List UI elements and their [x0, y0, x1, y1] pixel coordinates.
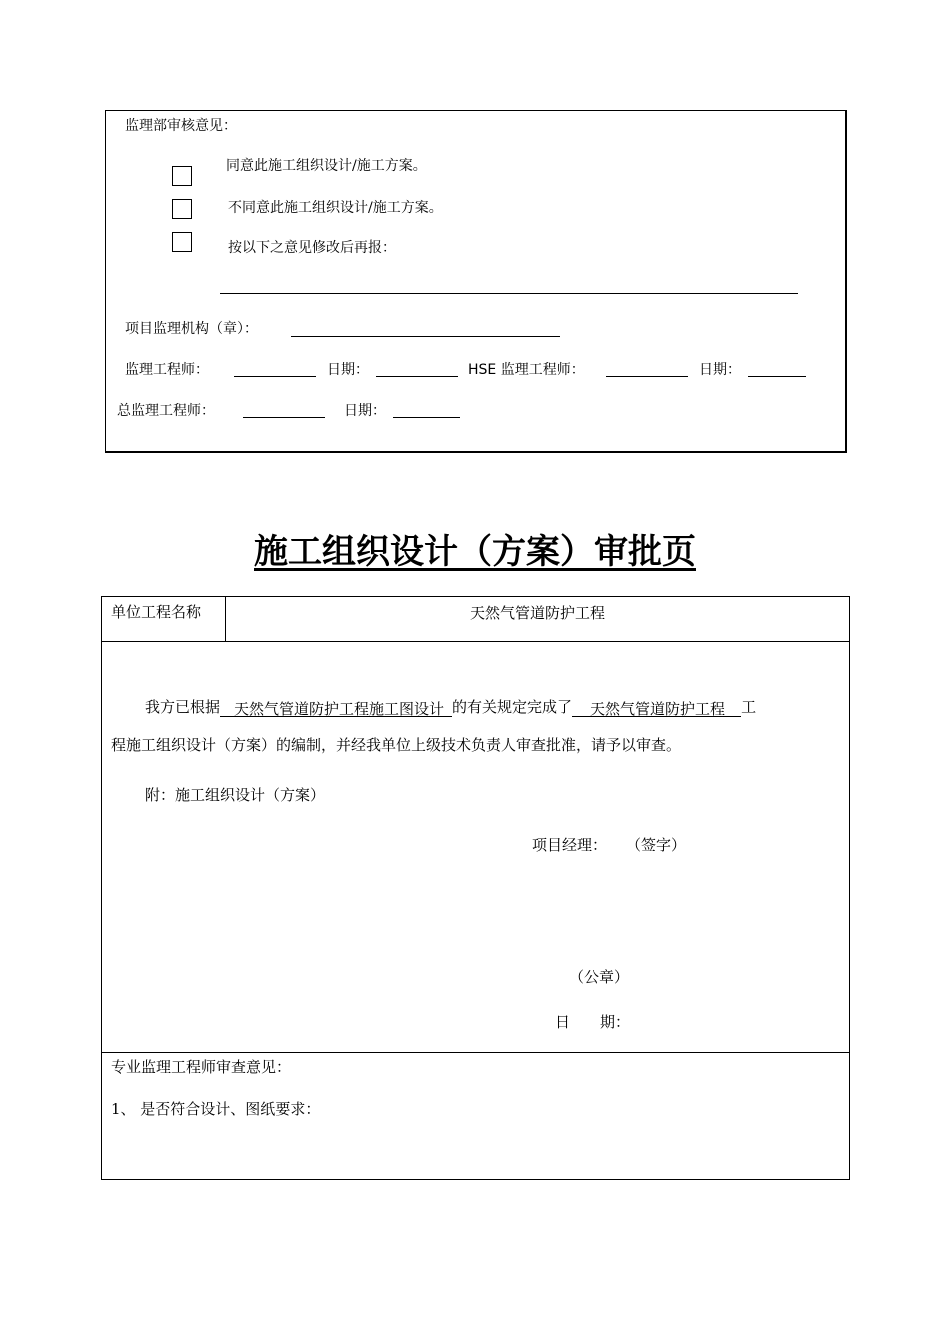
- basis-underline: 天然气管道防护工程施工图设计: [220, 699, 452, 717]
- approval-date-label: 日 期：: [555, 1013, 631, 1031]
- revision-comment-line[interactable]: [220, 293, 798, 294]
- hse-date-label: 日期：: [699, 362, 741, 378]
- submission-line-2: 程施工组织设计（方案）的编制，并经我单位上级技术负责人审查批准，请予以审查。: [111, 736, 682, 754]
- agree-option-label: 同意此施工组织设计/施工方案。: [226, 158, 427, 174]
- disagree-option-label: 不同意此施工组织设计/施工方案。: [228, 200, 443, 216]
- attachment-line: 附：施工组织设计（方案）: [145, 786, 326, 804]
- submission-line-1: 我方已根据 天然气管道防护工程施工图设计 的有关规定完成了 天然气管道防护工程 工: [145, 698, 757, 718]
- revise-checkbox[interactable]: [172, 232, 192, 252]
- project-manager-label: 项目经理：: [532, 836, 608, 854]
- hse-sign-line[interactable]: [606, 376, 688, 377]
- chief-sign-line[interactable]: [243, 417, 325, 418]
- supervision-heading: 监理部审核意见：: [125, 118, 237, 134]
- engineer-date-line[interactable]: [376, 376, 458, 377]
- approval-table: [101, 596, 850, 1180]
- unit-name-label: 单位工程名称: [111, 603, 202, 621]
- unit-name-value: 天然气管道防护工程: [469, 604, 605, 622]
- supervision-review-box: [105, 110, 847, 453]
- chief-date-line[interactable]: [393, 417, 460, 418]
- page-title: 施工组织设计（方案）审批页: [254, 532, 696, 572]
- row-divider-2: [102, 1052, 849, 1053]
- chief-date-label: 日期：: [344, 403, 386, 419]
- review-item-1: 1、 是否符合设计、图纸要求：: [111, 1100, 321, 1118]
- project-underline: 天然气管道防护工程: [572, 699, 741, 717]
- org-seal-line[interactable]: [291, 336, 560, 337]
- hse-engineer-label: HSE 监理工程师：: [468, 362, 585, 378]
- engineer-sign-line[interactable]: [234, 376, 316, 377]
- signature-label: （签字）: [626, 836, 687, 854]
- review-heading: 专业监理工程师审查意见：: [111, 1058, 292, 1076]
- official-seal-label: （公章）: [569, 968, 630, 986]
- row-divider-1: [102, 641, 849, 642]
- engineer-date-label: 日期：: [327, 362, 369, 378]
- engineer-label: 监理工程师：: [125, 362, 209, 378]
- agree-checkbox[interactable]: [172, 166, 192, 186]
- chief-engineer-label: 总监理工程师：: [117, 403, 215, 419]
- disagree-checkbox[interactable]: [172, 199, 192, 219]
- hse-date-line[interactable]: [748, 376, 806, 377]
- org-seal-label: 项目监理机构（章）：: [125, 321, 258, 337]
- revise-option-label: 按以下之意见修改后再报：: [228, 240, 396, 256]
